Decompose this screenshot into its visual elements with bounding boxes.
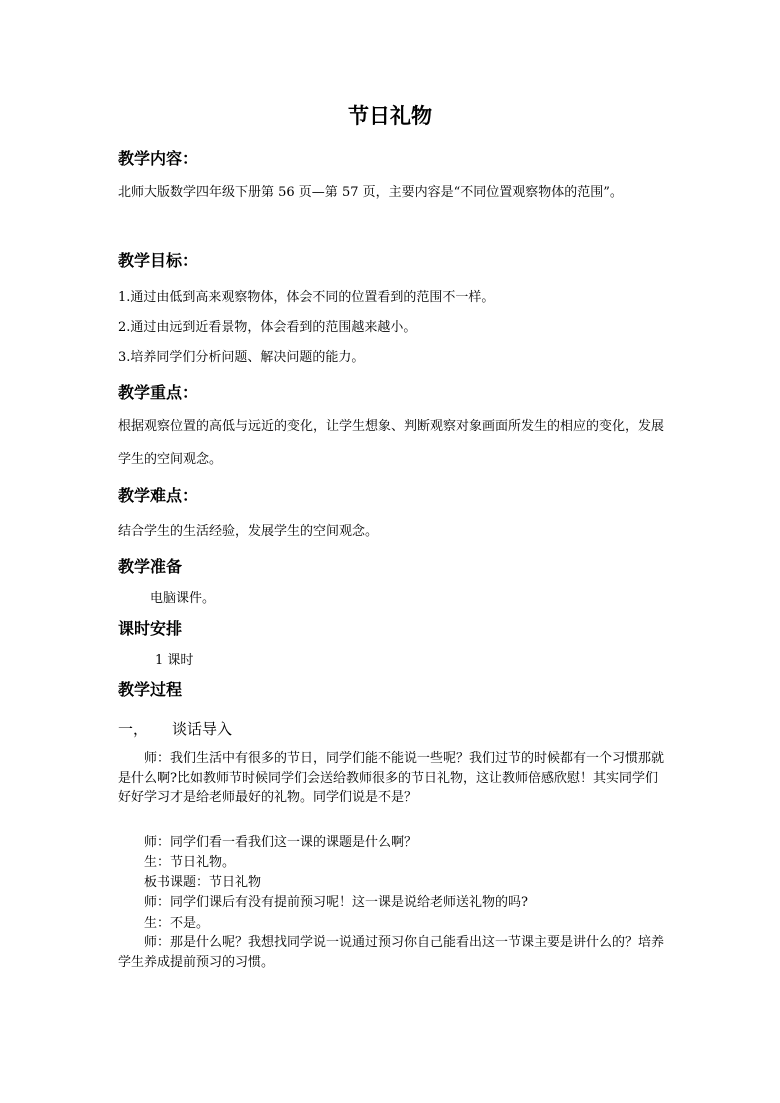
process-part1-title: 谈话导入 (172, 720, 233, 738)
process-paragraph-3: 生：节日礼物。 (144, 855, 236, 870)
heading-process: 教学过程 (118, 680, 183, 699)
schedule-text: 1 课时 (155, 653, 194, 668)
process-paragraph-7: 师：那是什么呢？我想找同学说一说通过预习你自己能看出这一节课主要是讲什么的？培养学生养成提前预习的习惯。 (118, 935, 665, 970)
goal-item-1: 1.通过由低到高来观察物体，体会不同的位置看到的范围不一样。 (118, 290, 495, 305)
process-paragraph-5: 师：同学们课后有没有提前预习呢！这一课是说给老师送礼物的吗? (144, 895, 528, 910)
process-part1-number: 一， (118, 720, 149, 738)
heading-preparation: 教学准备 (118, 557, 183, 576)
process-part1-heading (118, 718, 232, 739)
heading-schedule: 课时安排 (118, 619, 183, 638)
goal-item-2: 2.通过由远到近看景物，体会看到的范围越来越小。 (118, 320, 417, 335)
process-paragraph-6: 生：不是。 (144, 916, 210, 931)
heading-key-points: 教学重点： (118, 383, 199, 402)
process-paragraph-4: 板书课题：节日礼物 (144, 875, 262, 890)
document-title: 节日礼物 (348, 104, 432, 128)
goal-item-3: 3.培养同学们分析问题、解决问题的能力。 (118, 350, 365, 365)
heading-difficulties: 教学难点： (118, 486, 199, 505)
process-paragraph-1: 师：我们生活中有很多的节日，同学们能不能说一些呢？我们过节的时候都有一个习惯那就是什么啊?比如教师节时候同学们会送给教师很多的节日礼物，这让教师倍感欣慰！其实同学们好好学习才是给老师最好的礼物。同学们说是不是？ (118, 751, 665, 805)
preparation-text: 电脑课件。 (150, 591, 216, 606)
heading-content: 教学内容： (118, 149, 199, 168)
difficulties-text: 结合学生的生活经验，发展学生的空间观念。 (118, 524, 379, 539)
content-text: 北师大版数学四年级下册第 56 页—第 57 页，主要内容是“不同位置观察物体的范围”。 (118, 185, 623, 200)
process-paragraph-2: 师：同学们看一看我们这一课的课题是什么啊？ (144, 835, 418, 850)
key-points-text: 根据观察位置的高低与远近的变化，让学生想象、判断观察对象画面所发生的相应的变化，发展学生的空间观念。 (118, 419, 665, 467)
heading-goals: 教学目标： (118, 251, 199, 270)
